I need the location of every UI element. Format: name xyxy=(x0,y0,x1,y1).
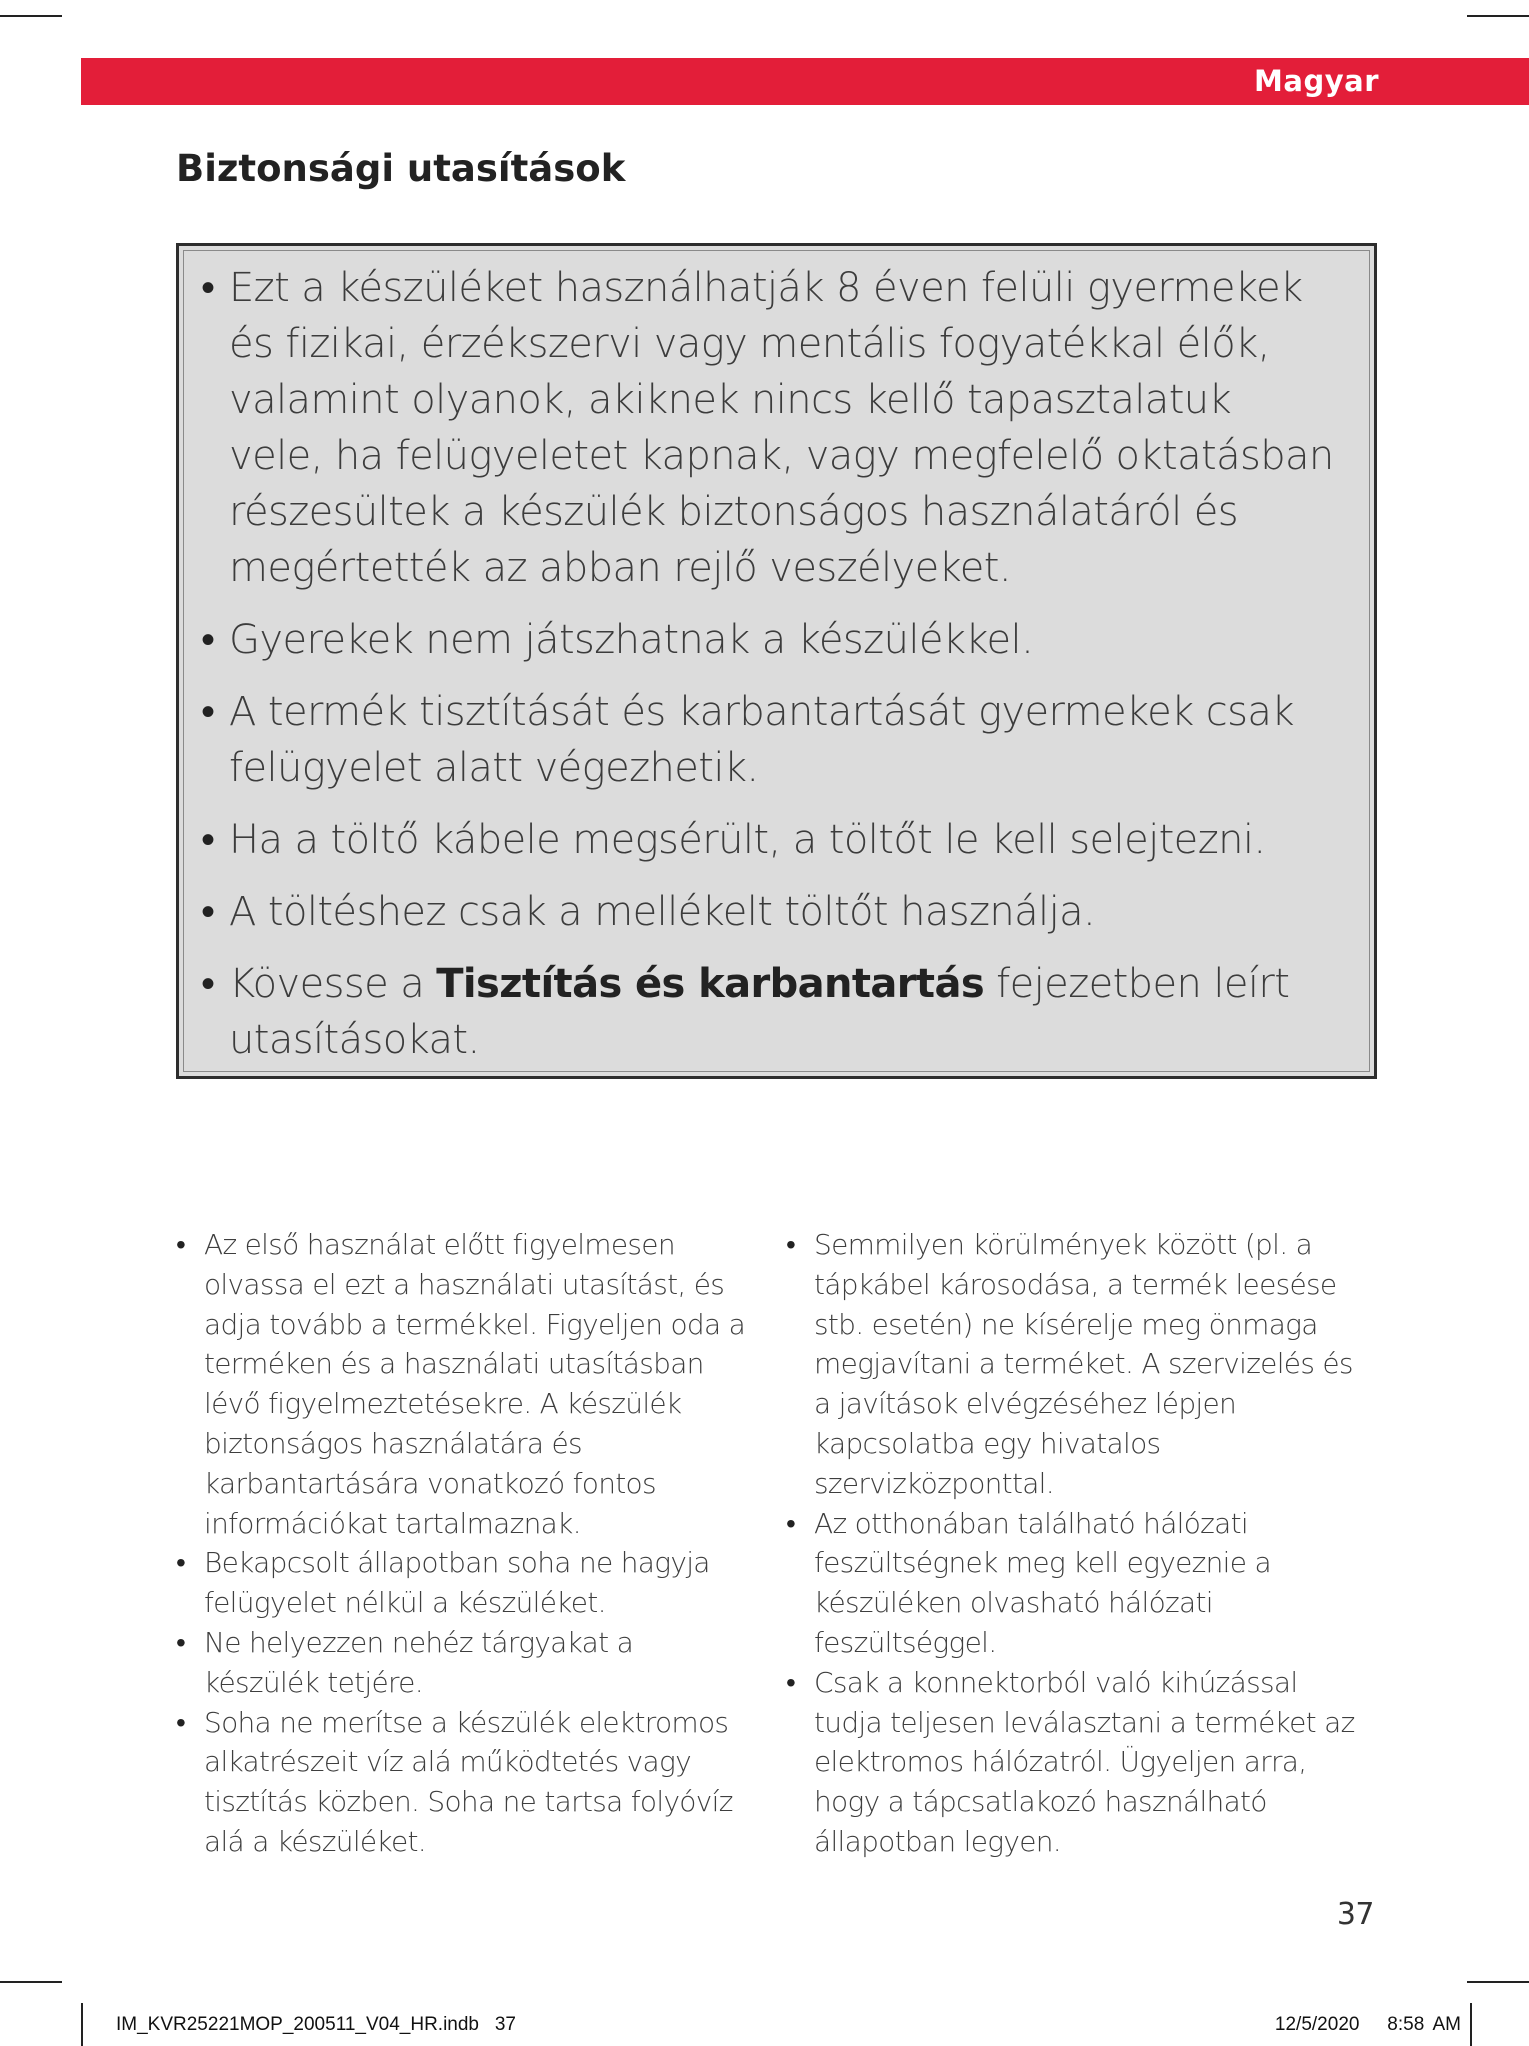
list-item: • Az első használat előtt figyelmesen olvassa el ezt a használati utasítást, és adja tovább a termékkel. Figyeljen oda a terméken és a használati utasításban lévő figyelmeztetésekre. A készülék biztonságos használatára és karbantartására vonatkozó fontos információkat tartalmaznak. xyxy=(176,1225,756,1543)
left-column xyxy=(176,1225,756,1862)
bullet-icon: • xyxy=(201,689,215,735)
warning-item: • Ha a töltő kábele megsérült, a töltőt le kell selejtezni. xyxy=(201,812,1334,868)
warning-list xyxy=(179,246,1374,1068)
bullet-icon: • xyxy=(786,1506,796,1540)
list-item: • Bekapcsolt állapotban soha ne hagyja felügyelet nélkül a készüléket. xyxy=(176,1543,756,1623)
print-slug-file: IM_KVR25221MOP_200511_V04_HR.indb 37 xyxy=(116,2014,516,2035)
warning-box xyxy=(176,243,1377,1079)
bullet-icon: • xyxy=(201,817,215,863)
list-item: • Semmilyen körülmények között (pl. a tápkábel károsodása, a termék leesése stb. esetén) ne kísérelje meg önmaga megjavítani a terméket. A szervizelés és a javítások elvégzéséhez lépjen kapcsolatba egy hivatalos szervizközponttal. xyxy=(786,1225,1356,1504)
crop-mark-bottom-left-h xyxy=(0,1981,62,1983)
crop-mark-bottom-right-v xyxy=(1470,2003,1472,2046)
crop-mark-top-right xyxy=(1467,15,1529,17)
chapter-reference: Tisztítás és karbantartás xyxy=(436,961,985,1007)
language-bar xyxy=(81,58,1529,105)
bullet-icon: • xyxy=(176,1625,186,1659)
warning-item: • Ezt a készüléket használhatják 8 éven felüli gyermekek és fizikai, érzékszervi vagy mentális fogyatékkal élők, valamint olyanok, akiknek nincs kellő tapasztalatuk vele, ha felügyeletet kapnak, vagy megfelelő oktatásban részesültek a készülék biztonságos használatáról és megértették az abban rejlő veszélyeket. xyxy=(201,260,1334,596)
bullet-icon: • xyxy=(786,1228,796,1261)
crop-mark-top-left xyxy=(0,15,62,17)
bullet-icon: • xyxy=(201,961,215,1007)
language-label: Magyar xyxy=(1254,64,1379,98)
body-columns xyxy=(176,1225,1356,1862)
warning-item: • A termék tisztítását és karbantartását gyermekek csak felügyelet alatt végezhetik. xyxy=(201,684,1334,796)
warning-item: • Gyerekek nem játszhatnak a készülékkel. xyxy=(201,612,1334,668)
bullet-icon: • xyxy=(201,617,215,663)
list-item: • Soha ne merítse a készülék elektromos alkatrészeit víz alá működtetés vagy tisztítás közben. Soha ne tartsa folyóvíz alá a készüléket. xyxy=(176,1703,756,1862)
list-item: • Ne helyezzen nehéz tárgyakat a készülék tetjére. xyxy=(176,1623,756,1703)
page-number: 37 xyxy=(1336,1897,1374,1932)
warning-item: • A töltéshez csak a mellékelt töltőt használja. xyxy=(201,884,1334,940)
print-slug-date: 12/5/2020 8:58 AM xyxy=(1274,2014,1461,2035)
list-item: • Csak a konnektorból való kihúzással tudja teljesen leválasztani a terméket az elektromos hálózatról. Ügyeljen arra, hogy a tápcsatlakozó használható állapotban legyen. xyxy=(786,1663,1356,1862)
bullet-icon: • xyxy=(176,1546,186,1580)
bullet-icon: • xyxy=(201,265,215,311)
bullet-icon: • xyxy=(176,1705,186,1739)
list-item: • Az otthonában található hálózati feszültségnek meg kell egyeznie a készüléken olvasható hálózati feszültséggel. xyxy=(786,1504,1356,1663)
bullet-icon: • xyxy=(176,1228,186,1261)
right-column xyxy=(786,1225,1356,1862)
crop-mark-bottom-right-h xyxy=(1467,1981,1529,1983)
bullet-icon: • xyxy=(201,889,215,935)
page-title: Biztonsági utasítások xyxy=(176,147,626,190)
bullet-icon: • xyxy=(786,1665,796,1699)
crop-mark-bottom-left-v xyxy=(81,2003,83,2046)
warning-item: • Kövesse a Tisztítás és karbantartás fejezetben leírt utasításokat. xyxy=(201,956,1334,1068)
